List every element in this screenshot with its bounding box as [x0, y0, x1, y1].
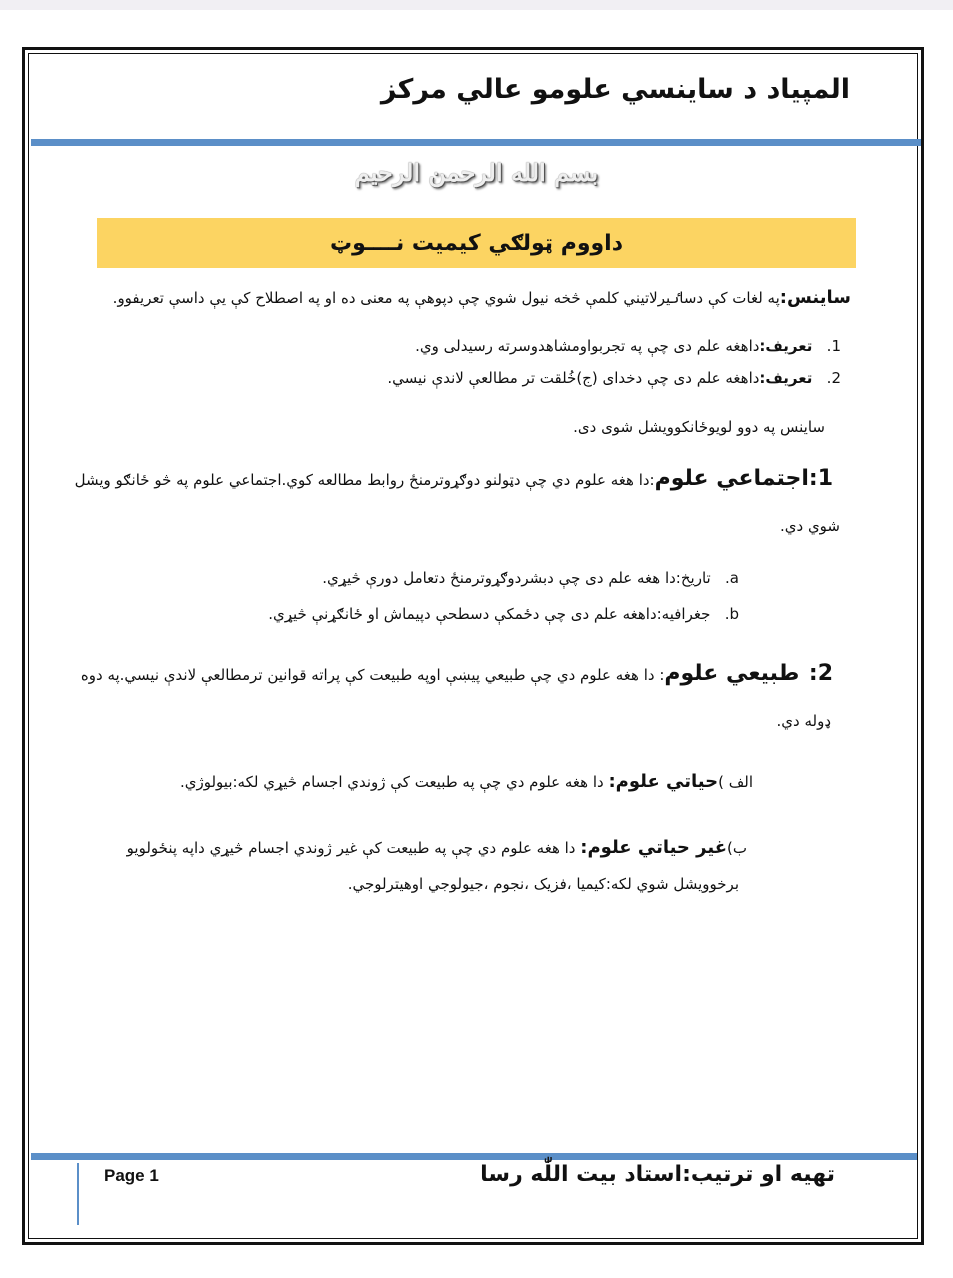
natural-text: : دا هغه علوم دي چې طبیعي پیښې اوپه طبیعت کې پراته قوانین ترمطالعې لاندې نیسي.په دوه — [80, 666, 665, 684]
life-text: دا هغه علوم دي چې په طبیعت کې ژوندي اجسام څیړي لکه:بیولوژي. — [179, 773, 604, 791]
top-strip — [0, 0, 953, 10]
nonlife-sciences-line — [127, 839, 747, 857]
social-subitem — [322, 571, 739, 586]
definition-text: داهغه علم دی چې دخدای (ج)خُلقت تر مطالعې لاندې نیسي. — [387, 369, 760, 387]
natural-title: طبیعي علوم — [664, 661, 800, 686]
social-text: :دا هغه علوم دي چې دټولنو دوګړوترمنځ روابط مطالعه کوي.اجتماعي علوم په څو ځانګو ویشل — [74, 471, 655, 489]
definition-number: 2. — [826, 369, 841, 387]
nonlife-prefix: ب) — [727, 839, 747, 857]
social-sciences-line — [75, 468, 833, 490]
header-title: المپیاد د ساینسي علومو عالي مرکز — [380, 74, 850, 105]
life-sciences-line — [180, 773, 753, 791]
intro-text: په لغات کې دساٸیرلاتیني کلمې څخه نیول شوي چې دپوهې په معنی ده او په اصطلاح کې یې داسې تعریفوو. — [112, 289, 780, 307]
header-rule — [31, 139, 921, 146]
social-title: اجتماعي علوم — [654, 466, 809, 491]
footer-rule — [31, 1153, 917, 1160]
split-note: ساینس په دوو لویوځانکوویشل شوی دی. — [573, 418, 825, 436]
footer-divider — [77, 1163, 79, 1225]
subitem-text: تاریخ:دا هغه علم دی چې دبشردوګړوترمنځ دتعامل دورې څیړي. — [322, 569, 711, 587]
natural-number: 2: — [808, 661, 833, 686]
bismillah: بسم الله الرحمن الرحیم — [354, 158, 599, 187]
intro-paragraph — [113, 289, 851, 307]
topic-title: داووم ټولګي کیمیت نــــوټ — [329, 230, 624, 256]
topic-banner — [97, 218, 856, 268]
nonlife-text-continued: برخوویشل شوي لکه:کیمیا ،فزیک ،نجوم ،جیولوجي اوهیترلوجي. — [347, 875, 739, 893]
life-title: حیاتي علوم: — [608, 771, 719, 792]
subitem-text: جغرافیه:داهغه علم دی چې دځمکې دسطحې دپیماش او ځانګړنې څیړي. — [268, 605, 711, 623]
social-subitem — [268, 607, 739, 622]
subitem-letter: a. — [725, 569, 739, 587]
social-number: 1: — [808, 466, 833, 491]
life-prefix: الف ) — [718, 773, 753, 791]
page-number: Page 1 — [104, 1166, 159, 1185]
definition-label: تعریف: — [759, 337, 813, 355]
subitem-letter: b. — [724, 605, 739, 623]
natural-text-continued: ډوله دي. — [776, 712, 831, 730]
definition-text: داهغه علم دی چې په تجربواومشاهدوسرته رسیدلی وي. — [415, 337, 760, 355]
definition-number: 1. — [826, 337, 841, 355]
definition-item — [415, 339, 841, 354]
nonlife-title: غیر حیاتي علوم: — [580, 837, 728, 858]
definition-label: تعریف: — [759, 369, 813, 387]
author-credit: تهیه او ترتیب:استاد بیت اللّٰه رسا — [480, 1162, 835, 1187]
social-text-continued: شوي دي. — [779, 517, 840, 535]
intro-term: ساینس: — [779, 287, 851, 308]
nonlife-text: دا هغه علوم دي چې په طبیعت کې غیر ژوندي اجسام څیړي داپه پنځولویو — [126, 839, 576, 857]
definition-item — [387, 371, 841, 386]
natural-sciences-line — [81, 663, 833, 685]
